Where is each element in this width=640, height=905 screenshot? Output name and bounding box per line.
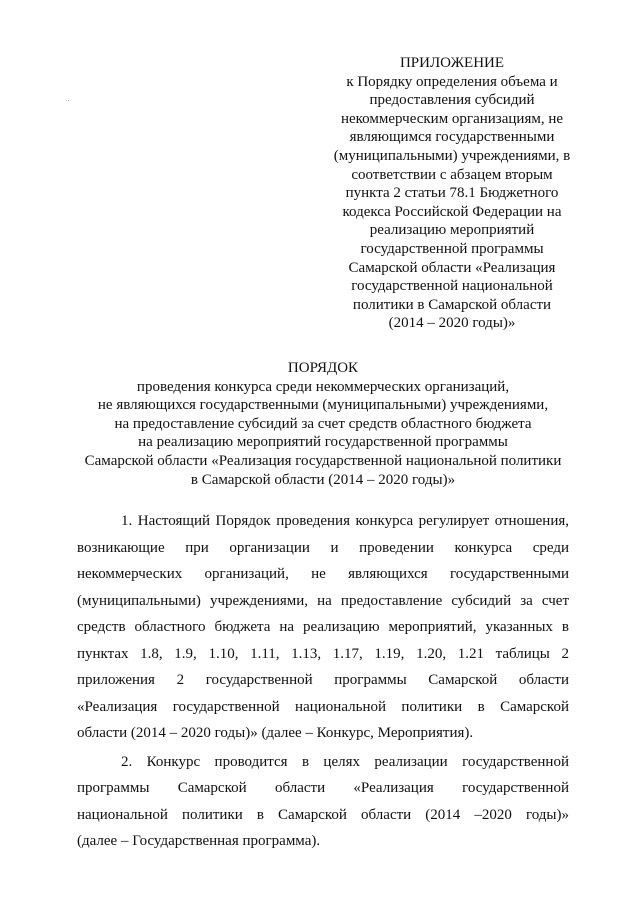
scan-speck xyxy=(68,100,69,101)
title-line: не являющихся государственными (муниципальными) учреждениями, xyxy=(97,397,549,414)
paragraph-line: программы Самарской области «Реализация государственной xyxy=(77,780,569,796)
appendix-line: государственной национальной xyxy=(351,278,553,295)
paragraph-1 xyxy=(77,508,569,747)
paragraph-line: возникающие при организации и проведении конкурса среди xyxy=(77,539,569,556)
paragraph-line: «Реализация государственной национальной политики в Самарской xyxy=(77,698,569,715)
appendix-line: ПРИЛОЖЕНИЕ xyxy=(399,55,505,71)
appendix-line: к Порядку определения объема и xyxy=(346,73,558,90)
paragraph-line: области (2014 – 2020 годы)» (далее – Конкурс, Мероприятия). xyxy=(77,725,474,741)
paragraph-line: приложения 2 государственной программы Самарской области xyxy=(77,672,569,688)
title-heading: ПОРЯДОК xyxy=(287,360,359,376)
paragraph-line: пунктах 1.8, 1.9, 1.10, 1.11, 1.13, 1.17, 1.19, 1.20, 1.21 таблицы 2 xyxy=(77,645,569,662)
paragraph-line: (далее – Государственная программа). xyxy=(77,833,321,849)
paragraph-line: некоммерческих организаций, не являющихся государственными xyxy=(77,566,569,582)
document-title xyxy=(60,359,586,489)
appendix-line: соответствии с абзацем вторым xyxy=(351,166,553,183)
paragraph-line: средств областного бюджета на реализацию мероприятий, указанных в xyxy=(77,619,569,635)
appendix-line: предоставления субсидий xyxy=(369,92,535,109)
title-line: в Самарской области (2014 – 2020 годы)» xyxy=(190,471,456,488)
paragraph-line: (муниципальными) учреждениями, на предоставление субсидий за счет xyxy=(77,592,569,609)
title-line: на предоставление субсидий за счет средств областного бюджета xyxy=(114,415,532,432)
paragraph-2 xyxy=(77,749,569,855)
appendix-line: пункта 2 статьи 78.1 Бюджетного xyxy=(345,185,559,202)
paragraph-line: национальной политики в Самарской области (2014 –2020 годы)» xyxy=(77,806,569,823)
appendix-line: (2014 – 2020 годы)» xyxy=(388,315,516,332)
title-line: Самарской области «Реализация государственной национальной политики xyxy=(84,452,562,469)
appendix-header xyxy=(318,54,586,333)
title-line: проведения конкурса среди некоммерческих организаций, xyxy=(136,378,510,395)
paragraph-line: 2. Конкурс проводится в целях реализации государственной xyxy=(121,753,569,770)
appendix-line: политики в Самарской области xyxy=(352,296,552,313)
appendix-line: реализацию мероприятий xyxy=(369,222,535,239)
document-body xyxy=(77,508,569,855)
appendix-line: являющимся государственными xyxy=(349,129,555,146)
appendix-line: Самарской области «Реализация xyxy=(348,259,556,276)
paragraph-line: 1. Настоящий Порядок проведения конкурса регулирует отношения, xyxy=(121,513,569,529)
title-line: на реализацию мероприятий государственной программы xyxy=(138,434,508,451)
appendix-line: (муниципальными) учреждениями, в xyxy=(333,147,571,164)
appendix-line: кодекса Российской Федерации на xyxy=(342,203,562,220)
appendix-line: государственной программы xyxy=(360,240,544,257)
appendix-line: некоммерческим организациям, не xyxy=(340,110,564,127)
